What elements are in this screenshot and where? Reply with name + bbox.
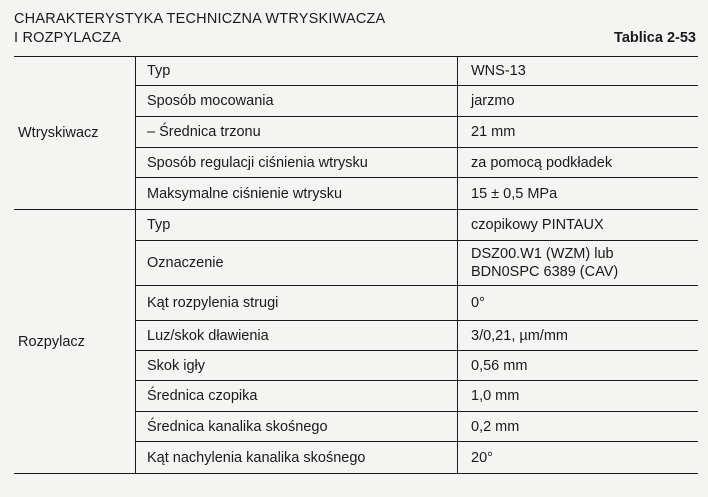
group-label-wtryskiwacz: Wtryskiwacz [14, 57, 136, 210]
value-cell: 20° [458, 442, 699, 474]
param-cell: Kąt rozpylenia strugi [136, 286, 458, 321]
value-cell: 0,56 mm [458, 351, 699, 381]
param-cell: Skok igły [136, 351, 458, 381]
param-cell: – Średnica trzonu [136, 117, 458, 148]
value-cell: 21 mm [458, 117, 699, 148]
table-title [14, 10, 385, 48]
spec-table [14, 56, 698, 474]
value-cell: 0° [458, 286, 699, 321]
param-cell: Średnica czopika [136, 381, 458, 412]
value-cell: 3/0,21, µm/mm [458, 321, 699, 351]
param-cell: Kąt nachylenia kanalika skośnego [136, 442, 458, 474]
title-line-2: I ROZPYLACZA [14, 30, 122, 46]
value-line-2: BDN0SPC 6389 (CAV) [471, 264, 619, 280]
value-cell: za pomocą podkładek [458, 148, 699, 178]
param-cell: Luz/skok dławienia [136, 321, 458, 351]
table-number: Tablica 2-53 [614, 30, 696, 46]
param-cell: Maksymalne ciśnienie wtrysku [136, 178, 458, 210]
value-cell: jarzmo [458, 86, 699, 117]
param-cell: Typ [136, 57, 458, 86]
value-cell: 1,0 mm [458, 381, 699, 412]
value-cell: WNS-13 [458, 57, 699, 86]
table-row [14, 210, 698, 241]
value-cell: czopikowy PINTAUX [458, 210, 699, 241]
param-cell: Sposób regulacji ciśnienia wtrysku [136, 148, 458, 178]
value-cell: 15 ± 0,5 MPa [458, 178, 699, 210]
value-cell [458, 241, 699, 286]
title-line-1: CHARAKTERYSTYKA TECHNICZNA WTRYSKIWACZA [14, 11, 386, 27]
table-row [14, 57, 698, 86]
param-cell: Oznaczenie [136, 241, 458, 286]
param-cell: Średnica kanalika skośnego [136, 412, 458, 442]
group-label-rozpylacz: Rozpylacz [14, 210, 136, 474]
param-cell: Typ [136, 210, 458, 241]
value-cell: 0,2 mm [458, 412, 699, 442]
value-line-1: DSZ00.W1 (WZM) lub [471, 246, 614, 262]
param-cell: Sposób mocowania [136, 86, 458, 117]
